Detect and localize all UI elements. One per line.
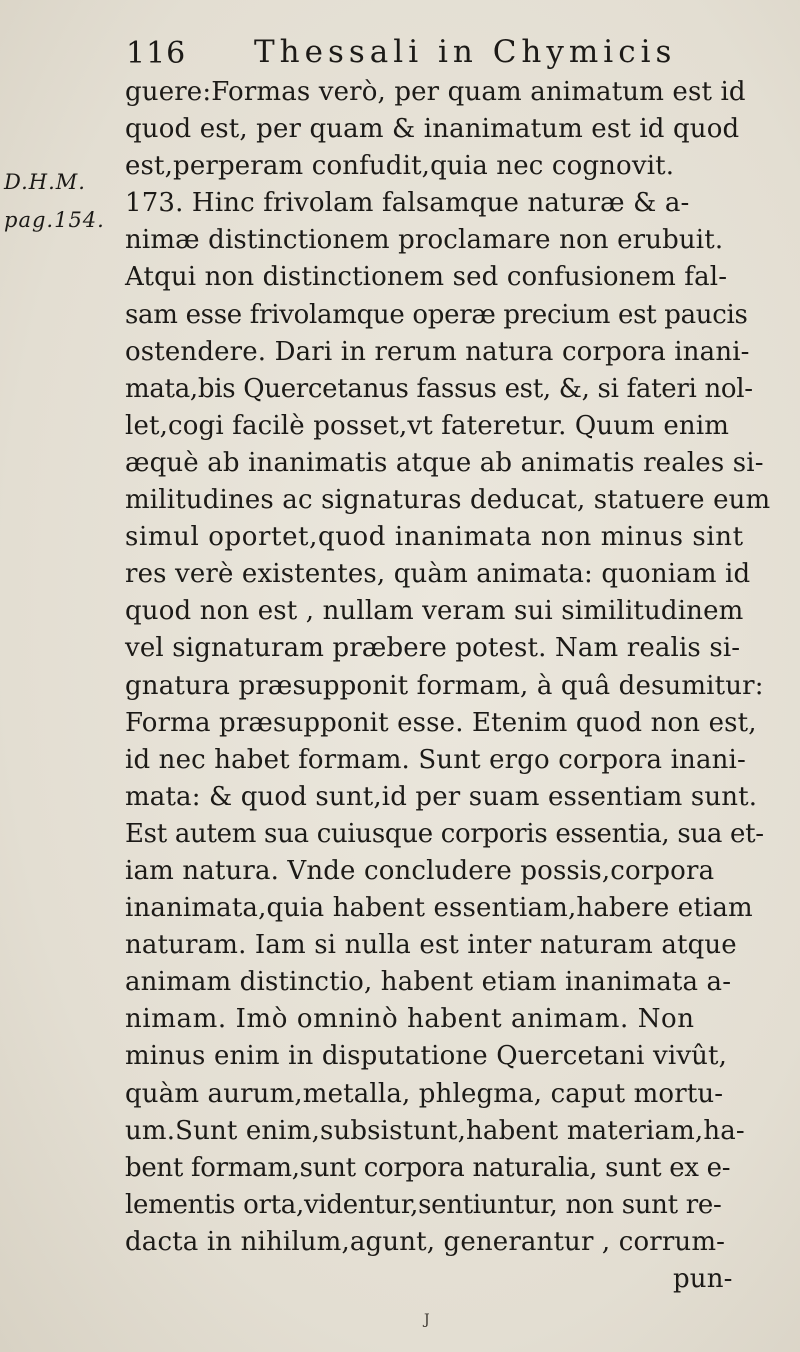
margin-note-page: pag.154. (4, 208, 105, 232)
text-line: ostendere. Dari in rerum natura corpora inani- (125, 336, 750, 367)
text-line: animam distinctio, habent etiam inanimata a- (125, 967, 732, 998)
text-line: quod non est , nullam veram sui similitudinem (125, 596, 744, 627)
text-line: quod est, per quam & inanimatum est id quod (125, 114, 740, 145)
text-line: militudines ac signaturas deducat, statuere eum (125, 485, 771, 516)
text-line: mata,bis Quercetanus fassus est, &, si fateri nol- (125, 373, 753, 404)
text-line: simul oportet,quod inanimata non minus sint (125, 522, 744, 553)
text-line: nimam. Imò omninò habent animam. Non (125, 1004, 695, 1035)
text-line: guere:Formas verò, per quam animatum est id (125, 77, 746, 107)
text-line: id nec habet formam. Sunt ergo corpora inani- (125, 744, 746, 775)
text-line: Atqui non distinctionem sed confusionem fal- (125, 262, 728, 293)
catchword: pun- (673, 1264, 733, 1294)
text-line: nimæ distinctionem proclamare non erubuit. (125, 225, 724, 256)
text-line: gnatura præsupponit formam, à quâ desumitur: (125, 670, 764, 701)
text-line: est,perperam confudit,quia nec cognovit. (125, 151, 675, 182)
text-line: res verè existentes, quàm animata: quoniam id (125, 559, 751, 590)
text-line: let,cogi facilè posset,vt fateretur. Quum enim (125, 410, 730, 441)
text-line: quàm aurum,metalla, phlegma, caput mortu- (125, 1078, 724, 1109)
text-line: minus enim in disputatione Quercetani vivût, (125, 1041, 728, 1072)
text-line: vel signaturam præbere potest. Nam realis si- (125, 633, 741, 664)
text-line: inanimata,quia habent essentiam,habere etiam (125, 893, 753, 924)
text-line: um.Sunt enim,subsistunt,habent materiam,ha- (125, 1115, 745, 1146)
margin-note-reference: D.H.M. (4, 170, 86, 194)
text-line: Est autem sua cuiusque corporis essentia, sua et- (125, 818, 764, 849)
text-line: bent formam,sunt corpora naturalia, sunt ex e- (125, 1152, 731, 1183)
running-head: Thessali in Chymicis (254, 34, 677, 70)
text-line: naturam. Iam si nulla est inter naturam atque (125, 930, 737, 961)
body-text (125, 74, 790, 1298)
signature-mark: J (424, 1312, 430, 1328)
text-line: mata: & quod sunt,id per suam essentiam sunt. (125, 781, 758, 812)
text-line: Forma præsupponit esse. Etenim quod non est, (125, 707, 757, 738)
text-line: sam esse frivolamque operæ precium est paucis (125, 299, 748, 330)
page-number: 116 (126, 36, 187, 71)
text-line: æquè ab inanimatis atque ab animatis reales si- (125, 447, 764, 478)
page-header (118, 30, 778, 80)
text-line: dacta in nihilum,agunt, generantur , corrum- (125, 1226, 726, 1257)
text-line: iam natura. Vnde concludere possis,corpora (125, 855, 715, 886)
text-line: 173. Hinc frivolam falsamque naturæ & a- (125, 188, 690, 219)
text-line: lementis orta,videntur,sentiuntur, non sunt re- (125, 1189, 722, 1220)
